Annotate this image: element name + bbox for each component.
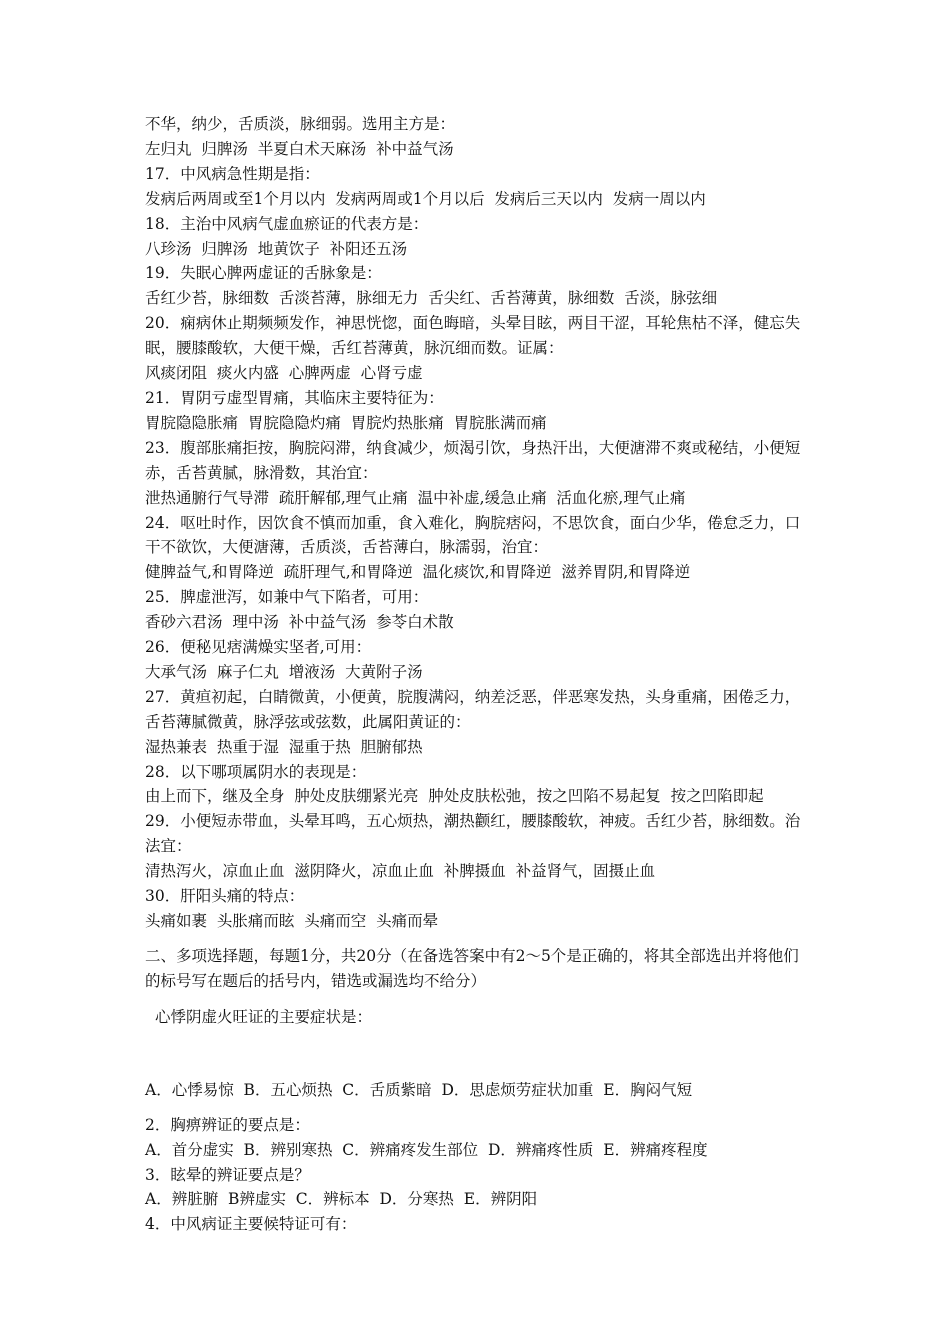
question-24: 24．呕吐时作，因饮食不慎而加重，食入难化，胸脘痞闷，不思饮食，面白少华，倦怠乏力，口干不欲饮，大便溏薄，舌质淡，舌苔薄白，脉濡弱，治宜：	[145, 513, 801, 557]
mc-question-4: 4．中风病证主要候特证可有：	[145, 1215, 357, 1234]
question-19: 19．失眠心脾两虚证的舌脉象是：	[145, 264, 382, 283]
part1-block	[145, 112, 813, 934]
section-2-heading: 二、多项选择题，每题1分，共20分（在备选答案中有2～5个是正确的，将其全部选出并将他们的标号写在题后的括号内，错选或漏选均不给分）	[145, 946, 799, 991]
answer-options: 舌红少苔，脉细数 舌淡苔薄，脉细无力 舌尖红、舌苔薄黄，脉细数 舌淡，脉弦细	[145, 289, 718, 308]
text-line: 不华，纳少，舌质淡，脉细弱。选用主方是：	[145, 115, 456, 133]
answer-options: 风痰闭阻 痰火内盛 心脾两虚 心肾亏虚	[145, 364, 423, 383]
question-20: 20．痫病休止期频频发作，神思恍惚，面色晦暗，头晕目眩，两目干涩，耳轮焦枯不泽，健忘失眠，腰膝酸软，大便干燥，舌红苔薄黄，脉沉细而数。证属：	[145, 314, 801, 358]
answer-options: 胃脘隐隐胀痛 胃脘隐隐灼痛 胃脘灼热胀痛 胃脘胀满而痛	[145, 413, 547, 432]
answer-options: 发病后两周或至1个月以内 发病两周或1个月以后 发病后三天以内 发病一周以内	[145, 189, 706, 208]
mc-question-2-options: A．首分虚实 B．辨别寒热 C．辨痛疼发生部位 D．辨痛疼性质 E．辨痛疼程度	[145, 1140, 708, 1159]
answer-options: 左归丸 归脾汤 半夏白术天麻汤 补中益气汤	[145, 139, 454, 158]
answer-options: 由上而下，继及全身 肿处皮肤绷紧光亮 肿处皮肤松弛，按之凹陷不易起复 按之凹陷即起	[145, 787, 764, 806]
answer-options: 泄热通腑行气导滞 疏肝解郁,理气止痛 温中补虚,缓急止痛 活血化瘀,理气止痛	[145, 488, 686, 507]
mc-question-3: 3．眩晕的辨证要点是？	[145, 1165, 310, 1184]
question-23: 23．腹部胀痛拒按，胸脘闷滞，纳食减少，烦渴引饮，身热汗出，大便溏滞不爽或秘结，小便短赤，舌苔黄腻，脉滑数，其治宜：	[145, 438, 801, 482]
question-25: 25．脾虚泄泻，如兼中气下陷者，可用：	[145, 588, 429, 607]
answer-options: 大承气汤 麻子仁丸 增液汤 大黄附子汤	[145, 662, 423, 681]
question-17: 17．中风病急性期是指：	[145, 164, 320, 183]
question-28: 28．以下哪项属阴水的表现是：	[145, 762, 367, 781]
question-21: 21．胃阴亏虚型胃痛，其临床主要特征为：	[145, 388, 444, 407]
question-18: 18．主治中风病气虚血瘀证的代表方是：	[145, 214, 429, 233]
answer-options: 香砂六君汤 理中汤 补中益气汤 参苓白术散	[145, 613, 454, 632]
mc-question-3-options: A．辨脏腑 B辨虚实 C．辨标本 D．分寒热 E．辨阴阳	[145, 1190, 538, 1209]
mc-question-1-options: A．心悸易惊 B．五心烦热 C．舌质紫暗 D．思虑烦劳症状加重 E．胸闷气短	[145, 1080, 693, 1099]
question-27: 27．黄疸初起，白睛微黄，小便黄，脘腹满闷，纳差泛恶，伴恶寒发热，头身重痛，困倦乏力，舌苔薄腻微黄，脉浮弦或弦数，此属阳黄证的：	[145, 687, 801, 731]
question-26: 26．便秘见痞满燥实坚者,可用：	[145, 638, 372, 657]
answer-options: 清热泻火，凉血止血 滋阴降火，凉血止血 补脾摄血 补益肾气，固摄止血	[145, 862, 656, 881]
question-30: 30．肝阳头痛的特点：	[145, 887, 305, 906]
mc-question-2: 2．胸痹辨证的要点是：	[145, 1115, 310, 1134]
answer-options: 健脾益气,和胃降逆 疏肝理气,和胃降逆 温化痰饮,和胃降逆 滋养胃阴,和胃降逆	[145, 563, 691, 582]
answer-options: 八珍汤 归脾汤 地黄饮子 补阳还五汤	[145, 239, 408, 258]
mc-question-1: 心悸阴虚火旺证的主要症状是：	[155, 1007, 373, 1026]
document-page	[145, 112, 813, 1237]
answer-options: 头痛如裹 头胀痛而眩 头痛而空 头痛而晕	[145, 912, 439, 930]
question-29: 29．小便短赤带血，头晕耳鸣，五心烦热，潮热颧红，腰膝酸软，神疲。舌红少苔，脉细数。治法宜：	[145, 812, 801, 856]
answer-options: 湿热兼表 热重于湿 湿重于热 胆腑郁热	[145, 737, 423, 756]
